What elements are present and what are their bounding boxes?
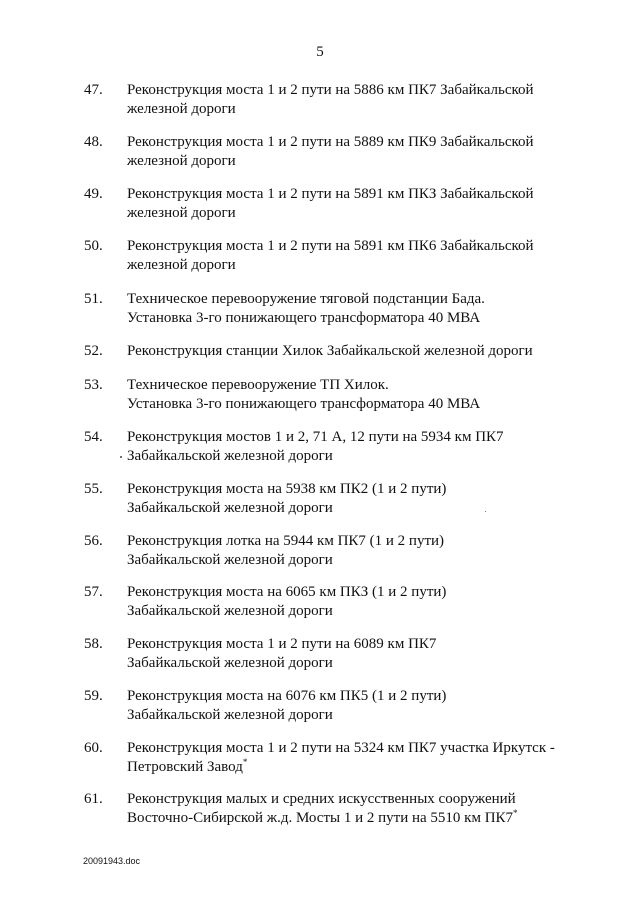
- footnote-mark: *: [513, 808, 518, 818]
- item-text: [127, 480, 564, 518]
- item-number: 58.: [84, 636, 103, 652]
- item-line: Техническое перевооружение ТП Хилок.: [127, 377, 389, 393]
- item-line-with-note: [127, 809, 564, 828]
- item-line: Реконструкция моста 1 и 2 пути на 5889 км ПК9 Забайкальской: [127, 134, 534, 150]
- item-number: 47.: [84, 82, 103, 98]
- item-number: 56.: [84, 533, 103, 549]
- item-text: [127, 428, 564, 466]
- item-line: Реконструкция моста 1 и 2 пути на 5891 км ПК6 Забайкальской: [127, 238, 534, 254]
- item-text: [127, 342, 564, 361]
- item-line: Реконструкция моста 1 и 2 пути на 5324 км ПК7 участка Иркутск -: [127, 740, 555, 756]
- item-line-with-note: [127, 758, 564, 777]
- item-text: [127, 687, 564, 725]
- item-text: [127, 290, 564, 328]
- item-text: [127, 532, 564, 570]
- item-number: 52.: [84, 343, 103, 359]
- item-number: 54.: [84, 429, 103, 445]
- item-line: железной дороги: [127, 153, 236, 169]
- item-line: Реконструкция моста 1 и 2 пути на 6089 км ПК7: [127, 636, 437, 652]
- item-line: Реконструкция моста 1 и 2 пути на 5886 км ПК7 Забайкальской: [127, 82, 534, 98]
- item-line: Реконструкция малых и средних искусственных сооружений: [127, 791, 516, 807]
- item-line: Установка 3-го понижающего трансформатора 40 МВА: [127, 310, 481, 326]
- item-line: Реконструкция лотка на 5944 км ПК7 (1 и 2 пути): [127, 533, 445, 549]
- item-text: [127, 237, 564, 275]
- item-number: 53.: [84, 377, 103, 393]
- item-line: Забайкальской железной дороги: [127, 655, 333, 671]
- item-number: 50.: [84, 238, 103, 254]
- item-number: 49.: [84, 186, 103, 202]
- item-line: железной дороги: [127, 257, 236, 273]
- item-line: Реконструкция моста на 6065 км ПКЗ (1 и 2 пути): [127, 584, 447, 600]
- item-text: [127, 376, 564, 414]
- item-line: Забайкальской железной дороги: [127, 552, 333, 568]
- item-line: Реконструкция моста на 5938 км ПК2 (1 и 2 пути): [127, 481, 447, 497]
- footer-filename: 20091943.doc: [83, 856, 141, 866]
- item-number: 57.: [84, 584, 103, 600]
- item-line: Установка 3-го понижающего трансформатора 40 МВА: [127, 396, 481, 412]
- item-line: Забайкальской железной дороги: [127, 500, 333, 516]
- item-text: [127, 635, 564, 673]
- item-line: Петровский Завод: [127, 759, 243, 775]
- scan-speck: [485, 511, 486, 512]
- item-number: 61.: [84, 791, 103, 807]
- item-line: Забайкальской железной дороги: [127, 707, 333, 723]
- item-line: Реконструкция моста 1 и 2 пути на 5891 км ПКЗ Забайкальской: [127, 186, 534, 202]
- item-number: 59.: [84, 688, 103, 704]
- item-line: Техническое перевооружение тяговой подстанции Бада.: [127, 291, 485, 307]
- item-line: Реконструкция мостов 1 и 2, 71 А, 12 пути на 5934 км ПК7: [127, 429, 504, 445]
- item-text: [127, 739, 564, 777]
- footnote-mark: *: [242, 757, 248, 767]
- item-number: 55.: [84, 481, 103, 497]
- item-text: [127, 583, 564, 621]
- item-line: Реконструкция станции Хилок Забайкальской железной дороги: [127, 343, 533, 359]
- item-number: 60.: [84, 740, 103, 756]
- scan-speck: [120, 456, 122, 458]
- item-number: 51.: [84, 291, 103, 307]
- item-text: [127, 133, 564, 171]
- item-text: [127, 790, 564, 828]
- item-text: [127, 81, 564, 119]
- item-line: Забайкальской железной дороги: [127, 448, 333, 464]
- item-text: [127, 185, 564, 223]
- item-line: Восточно-Сибирской ж.д. Мосты 1 и 2 пути на 5510 км ПК7: [127, 810, 514, 826]
- item-line: Забайкальской железной дороги: [127, 603, 333, 619]
- item-number: 48.: [84, 134, 103, 150]
- page-number: 5: [316, 44, 324, 60]
- item-line: Реконструкция моста на 6076 км ПК5 (1 и 2 пути): [127, 688, 447, 704]
- item-line: железной дороги: [127, 205, 236, 221]
- item-line: железной дороги: [127, 101, 236, 117]
